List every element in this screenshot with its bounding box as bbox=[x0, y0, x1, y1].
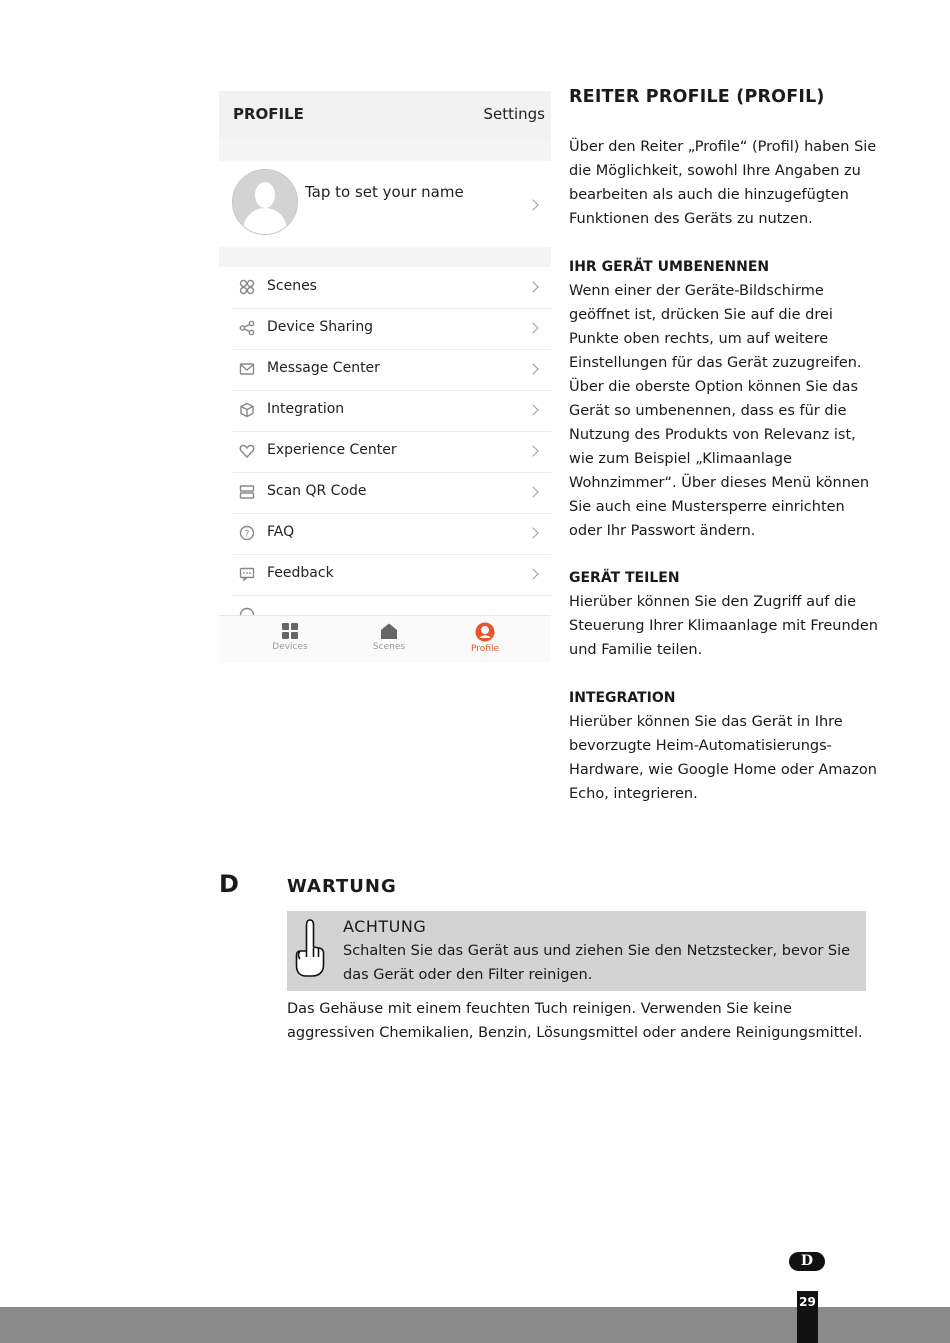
question-icon bbox=[239, 525, 255, 541]
menu-item-message-center[interactable] bbox=[233, 349, 551, 391]
menu-item-label: Feedback bbox=[267, 565, 334, 581]
tab-label: Profile bbox=[471, 644, 499, 654]
svg-text:?: ? bbox=[244, 529, 250, 540]
chat-icon bbox=[239, 566, 255, 582]
envelope-icon bbox=[239, 361, 255, 377]
chevron-right-icon bbox=[527, 281, 538, 292]
profile-card[interactable] bbox=[219, 161, 551, 247]
chevron-right-icon bbox=[527, 404, 538, 415]
menu-item-scenes[interactable] bbox=[233, 267, 551, 309]
bottom-tab-bar bbox=[219, 615, 551, 663]
maintenance-paragraph: Das Gehäuse mit einem feuchten Tuch reinigen. Verwenden Sie keine aggressiven Chemikalien, Benzin, Lösungsmittel oder andere Reinigungsmittel. bbox=[287, 1001, 863, 1041]
menu-item-scan-qr-code[interactable] bbox=[233, 472, 551, 514]
rename-paragraph: Wenn einer der Geräte-Bildschirme geöffnet ist, drücken Sie auf die drei Punkte oben rechts, um auf weitere Einstellungen für das Gerät zuzugreifen. Über die oberste Option können Sie das Gerät so umbenennen, dass es für die Nutzung des Produkts von Relevanz ist, wie zum Beispiel „Klimaanlage Wohnzimmer“. Über dieses Menü können Sie auch eine Mustersperre einrichten oder Ihr Passwort ändern. bbox=[569, 283, 870, 539]
profile-name: Tap to set your name bbox=[305, 183, 464, 201]
tab-label: Devices bbox=[272, 642, 308, 652]
page-number: 29 bbox=[797, 1291, 818, 1343]
settings-button[interactable]: Settings bbox=[483, 105, 545, 123]
tab-devices[interactable] bbox=[260, 622, 320, 662]
cube-icon bbox=[239, 402, 255, 418]
maintenance-title: WARTUNG bbox=[287, 876, 397, 897]
scenes-icon bbox=[239, 279, 255, 295]
integration-paragraph: Hierüber können Sie das Gerät in Ihre bevorzugte Heim-Automatisierungs-Hardware, wie Google Home oder Amazon Echo, integrieren. bbox=[569, 714, 877, 802]
app-title: PROFILE bbox=[233, 105, 304, 123]
heart-icon bbox=[239, 443, 255, 459]
warning-title: ACHTUNG bbox=[343, 917, 427, 936]
chevron-right-icon bbox=[527, 445, 538, 456]
app-header bbox=[219, 91, 551, 139]
menu-item-label: FAQ bbox=[267, 524, 295, 540]
app-screenshot bbox=[219, 91, 551, 663]
chevron-right-icon bbox=[527, 199, 538, 210]
menu-item-device-sharing[interactable] bbox=[233, 308, 551, 350]
chevron-right-icon bbox=[527, 322, 538, 333]
tab-profile[interactable] bbox=[455, 622, 515, 662]
share-icon bbox=[239, 320, 255, 336]
profile-menu bbox=[219, 267, 551, 627]
section-title: REITER PROFILE (PROFIL) bbox=[569, 87, 825, 107]
menu-item-experience-center[interactable] bbox=[233, 431, 551, 473]
menu-item-label: Message Center bbox=[267, 360, 380, 376]
tab-scenes[interactable] bbox=[359, 622, 419, 662]
tab-label: Scenes bbox=[372, 642, 406, 652]
grid-icon bbox=[281, 622, 299, 640]
menu-item-label: Device Sharing bbox=[267, 319, 374, 335]
chevron-right-icon bbox=[527, 363, 538, 374]
profile-icon bbox=[475, 622, 495, 642]
section-letter: D bbox=[219, 870, 239, 898]
chevron-right-icon bbox=[527, 527, 538, 538]
qr-scan-icon bbox=[239, 484, 255, 500]
intro-paragraph: Über den Reiter „Profile“ (Profil) haben Sie die Möglichkeit, sowohl Ihre Angaben zu bearbeiten als auch die hinzugefügten Funktionen des Geräts zu nutzen. bbox=[569, 139, 877, 227]
warning-text: Schalten Sie das Gerät aus und ziehen Sie den Netzstecker, bevor Sie das Gerät oder den Filter reinigen. bbox=[343, 943, 851, 983]
home-icon bbox=[380, 622, 398, 640]
menu-item-label: Scenes bbox=[267, 278, 317, 294]
integration-heading: INTEGRATION bbox=[569, 690, 676, 706]
share-paragraph: Hierüber können Sie den Zugriff auf die Steuerung Ihrer Klimaanlage mit Freunden und Familie teilen. bbox=[569, 594, 878, 658]
rename-heading: IHR GERÄT UMBENENNEN bbox=[569, 259, 770, 275]
menu-item-faq[interactable] bbox=[233, 513, 551, 555]
warning-box bbox=[287, 911, 866, 991]
menu-item-label: Integration bbox=[267, 401, 345, 417]
share-heading: GERÄT TEILEN bbox=[569, 570, 680, 586]
menu-item-label: Experience Center bbox=[267, 442, 397, 458]
pointing-hand-icon bbox=[293, 917, 327, 979]
menu-item-label: Scan QR Code bbox=[267, 483, 367, 499]
menu-item-feedback[interactable] bbox=[233, 554, 551, 596]
chevron-right-icon bbox=[527, 568, 538, 579]
chevron-right-icon bbox=[527, 486, 538, 497]
language-badge: D bbox=[789, 1252, 825, 1271]
menu-item-integration[interactable] bbox=[233, 390, 551, 432]
avatar bbox=[232, 169, 298, 235]
